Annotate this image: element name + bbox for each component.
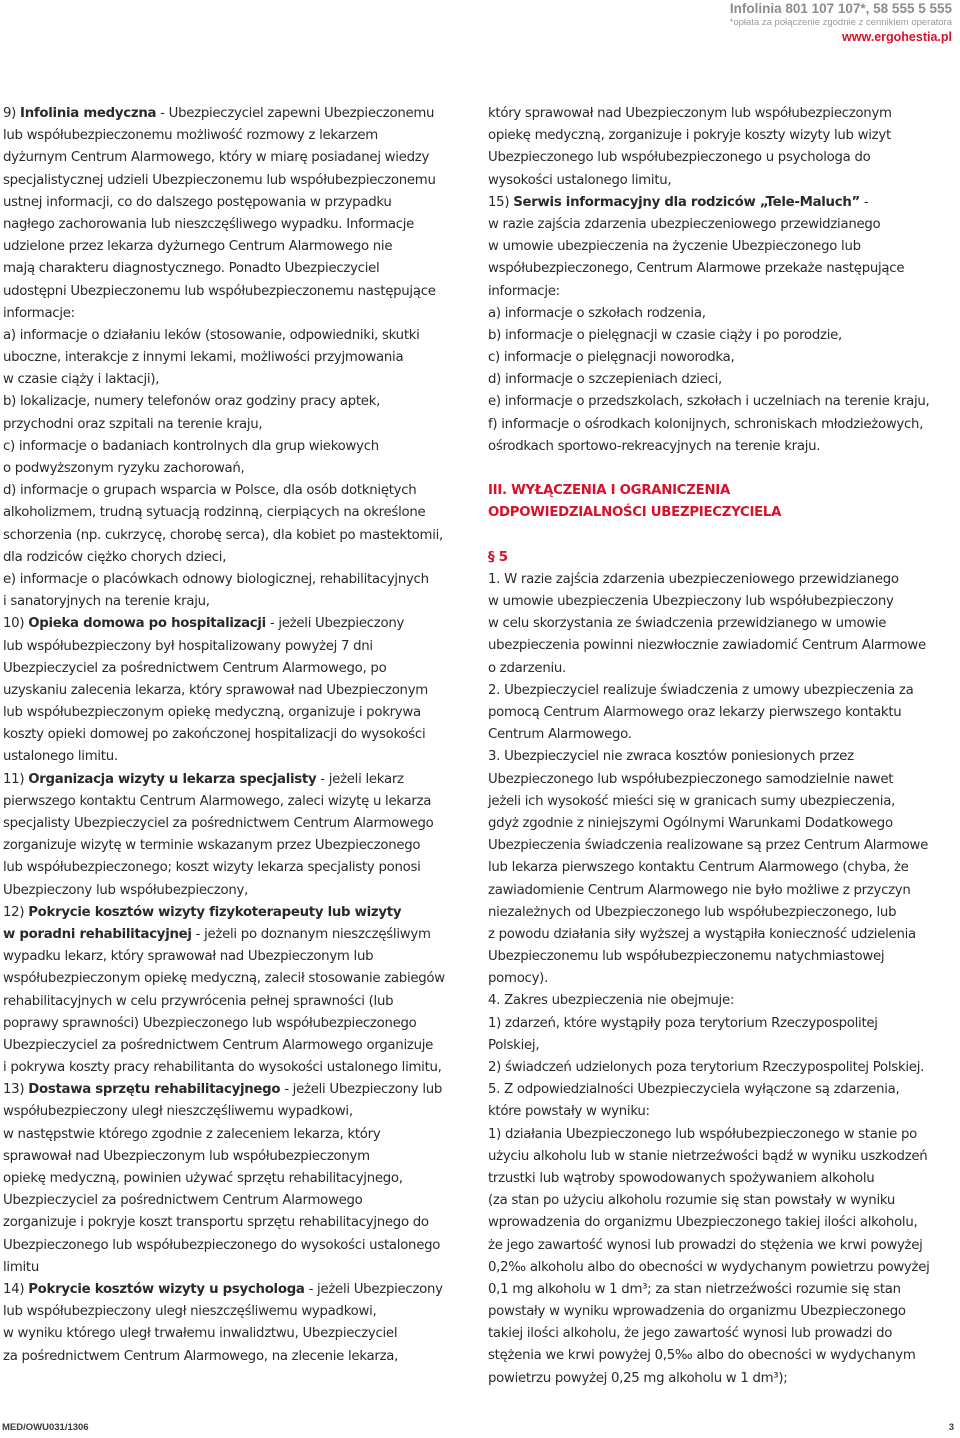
text-line <box>488 902 956 924</box>
text-segment: e) informacje o przedszkolach, szkołach i uczelniach na terenie kraju, <box>488 394 930 410</box>
text-segment: Ubezpieczyciel za pośrednictwem Centrum Alarmowego, po <box>3 660 387 676</box>
text-line <box>488 857 956 879</box>
text-line <box>3 968 473 990</box>
text-line <box>3 880 473 902</box>
text-line <box>3 325 473 347</box>
text-segment: które powstały w wyniku: <box>488 1104 650 1120</box>
page-header <box>730 1 952 45</box>
section-heading: ODPOWIEDZIALNOŚCI UBEZPIECZYCIELA <box>488 505 782 521</box>
text-line <box>3 991 473 1013</box>
text-segment: 9) <box>3 106 21 121</box>
text-line <box>3 547 473 569</box>
text-line <box>488 680 956 702</box>
text-segment: dla rodziców ciężko chorych dzieci, <box>3 549 227 565</box>
text-segment: lub współubezpieczonego; koszt wizyty lekarza specjalisty ponosi <box>3 860 421 876</box>
text-segment: 14) <box>3 1281 29 1297</box>
text-line <box>3 791 473 813</box>
text-line <box>3 1346 473 1368</box>
text-segment: 13) <box>3 1082 29 1098</box>
text-line <box>3 680 473 702</box>
text-line <box>488 1124 956 1146</box>
text-line <box>488 1301 956 1323</box>
text-segment: który sprawował nad Ubezpieczonym lub współubezpieczonym <box>488 106 892 121</box>
text-segment: zorganizuje i pokryje koszt transportu sprzętu rehabilitacyjnego do <box>3 1215 429 1231</box>
text-segment: 5. Z odpowiedzialności Ubezpieczyciela wyłączone są zdarzenia, <box>488 1082 900 1098</box>
text-line <box>3 1124 473 1146</box>
text-segment: współubezpieczony uległ nieszczęśliwemu wypadkowi, <box>3 1104 353 1120</box>
text-line <box>3 192 473 214</box>
text-segment: a) informacje o działaniu leków (stosowanie, odpowiedniki, skutki <box>3 327 420 343</box>
text-line <box>3 1057 473 1079</box>
text-segment: udostępni Ubezpieczonemu lub współubezpieczonemu następujące <box>3 283 436 299</box>
text-line <box>488 591 956 613</box>
text-segment: - jeżeli Ubezpieczony <box>304 1281 443 1297</box>
text-segment: lub lekarza pierwszego kontaktu Centrum Alarmowego (chyba, że <box>488 860 909 876</box>
text-segment: b) lokalizacje, numery telefonów oraz godziny pracy aptek, <box>3 394 381 410</box>
text-segment: 0,2‰ alkoholu albo do obecności w wydychanym powietrzu powyżej <box>488 1259 930 1275</box>
text-line <box>488 147 956 169</box>
text-line <box>488 1057 956 1079</box>
text-line <box>3 835 473 857</box>
text-line <box>3 436 473 458</box>
text-line <box>488 480 956 502</box>
text-segment: wysokości ustalonego limitu, <box>488 172 672 188</box>
text-segment: ustalonego limitu. <box>3 749 118 765</box>
text-line <box>3 369 473 391</box>
text-segment: pomocy). <box>488 971 549 987</box>
text-segment: w celu skorzystania ze świadczenia przewidzianego w umowie <box>488 616 887 632</box>
text-line <box>3 813 473 835</box>
text-segment: poprawy sprawności) Ubezpieczonego lub współubezpieczonego <box>3 1015 417 1031</box>
text-segment: Polskiej, <box>488 1037 540 1053</box>
text-line <box>488 658 956 680</box>
text-line <box>488 170 956 192</box>
text-segment: pierwszego kontaktu Centrum Alarmowego, zaleci wizytę u lekarza <box>3 793 432 809</box>
text-line <box>488 702 956 724</box>
text-segment: niezależnych od Ubezpieczonego lub współubezpieczonego, lub <box>488 904 897 920</box>
text-line <box>3 391 473 413</box>
text-segment: koszty opieki domowej po zakończonej hospitalizacji do wysokości <box>3 727 426 743</box>
text-line <box>488 347 956 369</box>
text-segment: e) informacje o placówkach odnowy biologicznej, rehabilitacyjnych <box>3 571 429 587</box>
text-line <box>3 769 473 791</box>
left-column <box>3 103 473 1368</box>
text-segment: sprawował nad Ubezpieczonym lub współubezpieczonym <box>3 1148 370 1164</box>
text-line <box>488 791 956 813</box>
text-segment: w umowie ubezpieczenia Ubezpieczony lub współubezpieczony <box>488 594 894 610</box>
text-line <box>3 1279 473 1301</box>
text-line <box>488 635 956 657</box>
text-segment: informacje: <box>3 305 75 321</box>
text-segment: b) informacje o pielęgnacji w czasie ciąży i po porodzie, <box>488 327 843 343</box>
text-segment: specjalistycznej udzieli Ubezpieczonemu lub współubezpieczonemu <box>3 172 436 188</box>
text-line <box>488 990 956 1012</box>
text-line <box>488 1035 956 1057</box>
text-segment: współubezpieczonego, Centrum Alarmowe przekaże następujące <box>488 261 905 277</box>
text-segment: lub współubezpieczonym opiekę medyczną, organizuje i pokrywa <box>3 705 421 721</box>
text-line <box>3 214 473 236</box>
text-line <box>3 236 473 258</box>
text-line <box>488 525 956 547</box>
text-line <box>3 303 473 325</box>
text-segment: lub współubezpieczony był hospitalizowany powyżej 7 dni <box>3 638 373 654</box>
text-line <box>3 414 473 436</box>
text-segment: - <box>859 194 869 210</box>
text-line <box>3 1101 473 1123</box>
text-line <box>3 170 473 192</box>
text-line <box>3 658 473 680</box>
text-line <box>488 103 956 125</box>
website-link[interactable]: www.ergohestia.pl <box>842 30 952 44</box>
text-segment: alkoholizmem, trudną sytuacją rodzinną, cierpiących na określone <box>3 505 426 521</box>
text-segment: opiekę medyczną, zorganizuje i pokryje koszty wizyty lub wizyt <box>488 128 891 144</box>
text-line <box>3 924 473 946</box>
text-segment: d) informacje o szczepieniach dzieci, <box>488 372 722 388</box>
text-segment: f) informacje o ośrodkach kolonijnych, schroniskach młodzieżowych, <box>488 416 924 432</box>
text-segment: c) informacje o badaniach kontrolnych dla grup wiekowych <box>3 438 379 454</box>
text-line <box>488 1345 956 1367</box>
bold-term: Infolinia medyczna <box>20 106 157 121</box>
text-segment: - jeżeli Ubezpieczony <box>265 616 405 632</box>
text-segment: stężenia we krwi powyżej 0,5‰ albo do obecności w wydychanym <box>488 1348 916 1364</box>
text-line <box>488 458 956 480</box>
text-segment: gdyż zgodnie z niniejszymi Ogólnymi Warunkami Dodatkowego <box>488 815 893 831</box>
text-line <box>488 125 956 147</box>
text-segment: a) informacje o szkołach rodzenia, <box>488 305 706 321</box>
text-segment: w następstwie którego zgodnie z zaleceniem lekarza, który <box>3 1126 381 1142</box>
text-line <box>488 724 956 746</box>
text-line <box>3 746 473 768</box>
text-segment: z powodu działania siły wyższej a wystąpiła konieczność udzielenia <box>488 926 916 942</box>
text-segment: uboczne, interakcje z innymi lekami, możliwości przyjmowania <box>3 350 404 366</box>
text-line <box>3 591 473 613</box>
right-column <box>488 103 956 1390</box>
text-line <box>488 946 956 968</box>
text-line <box>3 1301 473 1323</box>
text-segment: ustnej informacji, co do dalszego postępowania w przypadku <box>3 194 392 210</box>
text-line <box>3 103 473 125</box>
text-line <box>488 813 956 835</box>
text-line <box>3 1257 473 1279</box>
text-line <box>488 880 956 902</box>
text-line <box>488 1235 956 1257</box>
page-number: 3 <box>948 1422 954 1433</box>
text-segment: rehabilitacyjnych w celu przywrócenia pełnej sprawności (lub <box>3 993 394 1009</box>
text-segment: limitu <box>3 1259 39 1275</box>
text-segment: 2. Ubezpieczyciel realizuje świadczenia z umowy ubezpieczenia za <box>488 682 914 698</box>
bold-term: Organizacja wizyty u lekarza specjalisty <box>28 771 317 787</box>
bold-term: Opieka domowa po hospitalizacji <box>28 616 266 632</box>
text-segment: udzielone przez lekarza dyżurnego Centrum Alarmowego nie <box>3 239 393 255</box>
text-segment: że jego zawartość wynosi lub prowadzi do stężenia we krwi powyżej <box>488 1237 923 1253</box>
text-line <box>488 502 956 524</box>
text-line <box>488 1190 956 1212</box>
text-segment: 1) zdarzeń, które wystąpiły poza terytorium Rzeczypospolitej <box>488 1015 878 1031</box>
text-line <box>3 702 473 724</box>
text-segment: wypadku lekarz, który sprawował nad Ubezpieczonym lub <box>3 949 374 965</box>
text-line <box>488 258 956 280</box>
text-segment: Ubezpieczonego lub współubezpieczonego u psychologa do <box>488 150 871 166</box>
text-segment: Ubezpieczyciel za pośrednictwem Centrum Alarmowego <box>3 1193 363 1209</box>
text-segment: d) informacje o grupach wsparcia w Polsce, dla osób dotkniętych <box>3 483 417 499</box>
text-segment: Ubezpieczonego lub współubezpieczonego do wysokości ustalonego <box>3 1237 441 1253</box>
text-line <box>3 458 473 480</box>
text-segment: 2) świadczeń udzielonych poza terytorium Rzeczypospolitej Polskiej. <box>488 1060 925 1076</box>
text-segment: - jeżeli Ubezpieczony lub <box>280 1082 443 1098</box>
text-segment: c) informacje o pielęgnacji noworodka, <box>488 350 735 366</box>
text-line <box>488 1013 956 1035</box>
text-line <box>3 1235 473 1257</box>
hotline-text: Infolinia 801 107 107*, 58 555 5 555 <box>729 1 952 16</box>
text-segment: Ubezpieczonego lub współubezpieczonego samodzielnie nawet <box>488 771 894 787</box>
text-segment: w umowie ubezpieczenia na życzenie Ubezpieczonego lub <box>488 239 861 255</box>
text-segment: w wyniku którego uległ trwałemu inwalidztwu, Ubezpieczyciel <box>3 1326 398 1342</box>
text-line <box>3 1190 473 1212</box>
text-segment: ubezpieczenia powinni niezwłocznie zawiadomić Centrum Alarmowe <box>488 638 926 654</box>
text-segment: i sanatoryjnych na terenie kraju, <box>3 594 210 610</box>
text-line <box>488 436 956 458</box>
text-segment: użyciu alkoholu lub w stanie nietrzeźwości bądź w wyniku uszkodzeń <box>488 1148 928 1164</box>
text-line <box>488 1146 956 1168</box>
text-line <box>3 636 473 658</box>
bold-term: Serwis informacyjny dla rodziców „Tele-Maluch” <box>513 194 860 210</box>
text-line <box>3 281 473 303</box>
text-segment: dyżurnym Centrum Alarmowego, który w miarę posiadanej wiedzy <box>3 150 430 166</box>
text-segment: lub współubezpieczonemu możliwość rozmowy z lekarzem <box>3 128 378 144</box>
text-segment: takiej ilości alkoholu, że jego zawartość wynosi lub prowadzi do <box>488 1326 893 1342</box>
text-segment: (za stan po użyciu alkoholu rozumie się stan powstały w wyniku <box>488 1193 896 1209</box>
text-line <box>3 147 473 169</box>
text-line <box>488 391 956 413</box>
text-line <box>3 347 473 369</box>
text-line <box>3 1323 473 1345</box>
text-segment: powietrzu powyżej 0,25 mg alkoholu w 1 dm³); <box>488 1370 788 1386</box>
text-line <box>3 1212 473 1234</box>
text-line <box>3 502 473 524</box>
text-segment: Ubezpieczenia świadczenia realizowane są przez Centrum Alarmowe <box>488 838 928 854</box>
text-segment: - jeżeli lekarz <box>316 771 404 787</box>
text-segment: Ubezpieczonemu lub współubezpieczonemu natychmiastowej <box>488 949 885 965</box>
text-segment: 15) <box>488 194 514 210</box>
bold-term: Pokrycie kosztów wizyty fizykoterapeuty lub wizyty <box>28 904 402 920</box>
text-line <box>488 968 956 990</box>
bold-term: w poradni rehabilitacyjnej <box>3 926 192 942</box>
hotline-note: *opłata za połączenie zgodnie z cennikiem operatora <box>729 17 952 28</box>
text-segment: zorganizuje wizytę w terminie wskazanym przez Ubezpieczonego <box>3 838 421 854</box>
text-segment: współubezpieczonym opiekę medyczną, zalecił stosowanie zabiegów <box>3 971 445 987</box>
text-line <box>488 746 956 768</box>
text-segment: w razie zajścia zdarzenia ubezpieczeniowego przewidzianego <box>488 216 881 232</box>
text-line <box>488 1079 956 1101</box>
text-segment: lub współubezpieczony uległ nieszczęśliwemu wypadkowi, <box>3 1304 377 1320</box>
section-heading: III. WYŁĄCZENIA I OGRANICZENIA <box>488 483 730 499</box>
text-segment: jeżeli ich wysokość mieści się w granicach sumy ubezpieczenia, <box>488 793 896 809</box>
text-segment: Ubezpieczony lub współubezpieczony, <box>3 882 249 898</box>
text-line <box>3 569 473 591</box>
text-line <box>488 1212 956 1234</box>
text-segment: i pokrywa koszty pracy rehabilitanta do wysokości ustalonego limitu, <box>3 1060 442 1076</box>
section-heading: § 5 <box>488 549 508 565</box>
text-line <box>488 236 956 258</box>
text-line <box>3 480 473 502</box>
text-line <box>488 1257 956 1279</box>
text-segment: pomocą Centrum Alarmowego oraz lekarzy pierwszego kontaktu <box>488 705 902 721</box>
text-line <box>3 946 473 968</box>
text-segment: Centrum Alarmowego. <box>488 727 632 743</box>
text-line <box>3 902 473 924</box>
text-segment: przychodni oraz szpitali na terenie kraju, <box>3 416 263 432</box>
text-line <box>3 857 473 879</box>
text-segment: o zdarzeniu. <box>488 660 566 676</box>
document-code: MED/OWU031/1306 <box>2 1422 89 1433</box>
text-line <box>488 835 956 857</box>
text-segment: o podwyższonym ryzyku zachorowań, <box>3 461 245 476</box>
text-segment: 10) <box>3 616 29 632</box>
text-segment: - Ubezpieczyciel zapewni Ubezpieczonemu <box>156 106 435 121</box>
text-segment: mają charakteru diagnostycznego. Ponadto Ubezpieczyciel <box>3 261 380 277</box>
text-segment: nagłego zachorowania lub nieszczęśliwego wypadku. Informacje <box>3 216 415 232</box>
text-segment: specjalisty Ubezpieczyciel za pośrednictwem Centrum Alarmowego <box>3 816 434 831</box>
text-line <box>3 1079 473 1101</box>
text-line <box>488 1323 956 1345</box>
text-line <box>488 613 956 635</box>
text-line <box>488 192 956 214</box>
text-line <box>488 569 956 591</box>
text-line <box>3 125 473 147</box>
text-line <box>488 769 956 791</box>
text-line <box>3 613 473 635</box>
text-line <box>488 1101 956 1123</box>
text-segment: trzustki lub wątroby spowodowanych spożywaniem alkoholu <box>488 1170 875 1186</box>
text-segment: 12) <box>3 904 29 920</box>
text-segment: ośrodkach sportowo-rekreacyjnych na terenie kraju. <box>488 438 821 454</box>
text-segment: 1) działania Ubezpieczonego lub współubezpieczonego w stanie po <box>488 1126 918 1142</box>
text-line <box>3 1168 473 1190</box>
text-line <box>488 369 956 391</box>
text-line <box>3 1013 473 1035</box>
text-line <box>488 281 956 303</box>
text-segment: 11) <box>3 771 29 787</box>
text-segment: - jeżeli po doznanym nieszczęśliwym <box>191 926 431 942</box>
text-segment: zawiadomienie Centrum Alarmowego nie było możliwe z przyczyn <box>488 882 911 898</box>
text-line <box>488 1368 956 1390</box>
text-segment: informacje: <box>488 283 560 299</box>
text-line <box>488 924 956 946</box>
text-line <box>3 258 473 280</box>
text-segment: uzyskaniu zalecenia lekarza, który sprawował nad Ubezpieczonym <box>3 682 428 698</box>
text-line <box>488 214 956 236</box>
text-segment: 0,1 mg alkoholu w 1 dm³; za stan nietrzeźwości rozumie się stan <box>488 1281 901 1297</box>
text-segment: powstały w wyniku wprowadzenia do organizmu Ubezpieczonego <box>488 1304 906 1320</box>
text-segment: 4. Zakres ubezpieczenia nie obejmuje: <box>488 993 735 1009</box>
bold-term: Pokrycie kosztów wizyty u psychologa <box>28 1281 305 1297</box>
text-segment: wprowadzenia do organizmu Ubezpieczonego takiej ilości alkoholu, <box>488 1215 918 1231</box>
text-segment: schorzenia (np. cukrzycę, chorobę serca), dla kobiet po mastektomii, <box>3 527 443 543</box>
text-line <box>488 1279 956 1301</box>
text-line <box>488 325 956 347</box>
text-segment: 1. W razie zajścia zdarzenia ubezpieczeniowego przewidzianego <box>488 571 899 587</box>
text-line <box>488 547 956 569</box>
text-line <box>3 1035 473 1057</box>
text-line <box>3 525 473 547</box>
text-line <box>3 1146 473 1168</box>
text-segment: Ubezpieczyciel za pośrednictwem Centrum Alarmowego organizuje <box>3 1037 434 1053</box>
text-line <box>488 303 956 325</box>
text-segment: za pośrednictwem Centrum Alarmowego, na zlecenie lekarza, <box>3 1348 399 1364</box>
text-segment: opiekę medyczną, powinien używać sprzętu rehabilitacyjnego, <box>3 1171 403 1186</box>
text-segment: w czasie ciąży i laktacji), <box>3 372 160 388</box>
text-line <box>488 1168 956 1190</box>
text-segment: 3. Ubezpieczyciel nie zwraca kosztów poniesionych przez <box>488 749 854 765</box>
bold-term: Dostawa sprzętu rehabilitacyjnego <box>28 1082 281 1098</box>
text-line <box>3 724 473 746</box>
text-line <box>488 414 956 436</box>
